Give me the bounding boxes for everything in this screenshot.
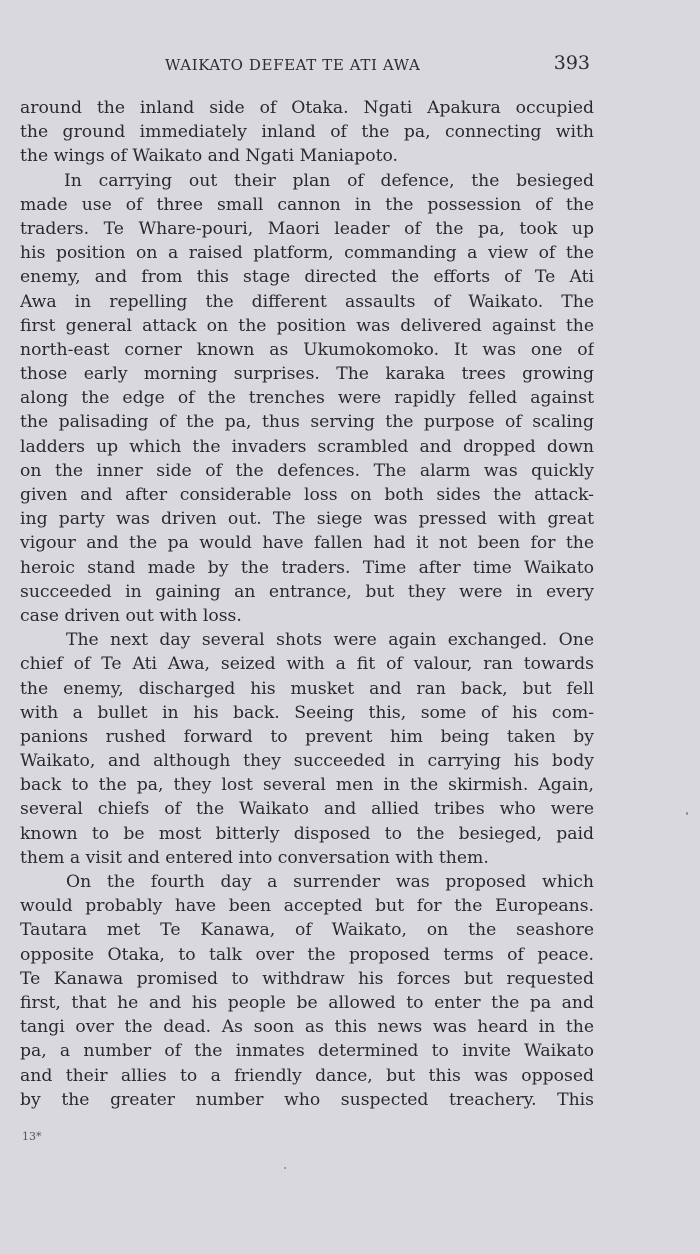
text-line: given and after considerable loss on both sides the attack- [20, 485, 594, 505]
text-line: tangi over the dead. As soon as this news was heard in the [20, 1017, 594, 1038]
paper-speck [284, 1167, 286, 1169]
text-line: Tautara met Te Kanawa, of Waikato, on the seashore [20, 920, 594, 941]
text-line: known to be most bitterly disposed to the besieged, paid [20, 823, 594, 844]
text-line: them a visit and entered into conversation with them. [20, 847, 489, 868]
body-text [20, 96, 594, 1112]
text-line: Waikato, and although they succeeded in carrying his body [20, 751, 594, 772]
text-line: vigour and the pa would have fallen had it not been for the [20, 533, 594, 554]
signature-mark: 13* [22, 1130, 42, 1143]
text-line: with a bullet in his back. Seeing this, some of his com- [20, 702, 594, 723]
text-line: several chiefs of the Waikato and allied tribes who were [20, 799, 594, 820]
text-line: enemy, and from this stage directed the efforts of Te Ati [20, 267, 594, 288]
text-line: opposite Otaka, to talk over the proposed terms of peace. [20, 944, 594, 965]
text-line: the palisading of the pa, thus serving the purpose of scaling [20, 412, 594, 433]
text-line: back to the pa, they lost several men in the skirmish. Again, [20, 775, 594, 796]
text-line: first general attack on the position was delivered against the [20, 315, 594, 336]
text-line: on the inner side of the defences. The alarm was quickly [20, 460, 594, 481]
text-line: along the edge of the trenches were rapidly felled against [20, 388, 594, 409]
text-line: and their allies to a friendly dance, but this was opposed [20, 1065, 594, 1086]
text-line: his position on a raised platform, commanding a view of the [20, 243, 594, 264]
text-line: heroic stand made by the traders. Time after time Waikato [20, 557, 594, 578]
text-line: panions rushed forward to prevent him being taken by [20, 726, 594, 747]
text-line: case driven out with loss. [20, 605, 242, 626]
text-line: On the fourth day a surrender was proposed which [66, 872, 594, 892]
text-line: succeeded in gaining an entrance, but they were in every [20, 581, 594, 602]
text-line: by the greater number who suspected treachery. This [20, 1089, 594, 1110]
text-line: the enemy, discharged his musket and ran back, but fell [20, 678, 594, 699]
text-line: ladders up which the invaders scrambled and dropped down [20, 436, 594, 457]
text-line: pa, a number of the inmates determined to invite Waikato [20, 1041, 594, 1062]
text-line: made use of three small cannon in the possession of the [20, 194, 594, 215]
running-head: WAIKATO DEFEAT TE ATI AWA [165, 56, 421, 74]
text-line: ing party was driven out. The siege was pressed with great [20, 509, 594, 530]
text-line: first, that he and his people be allowed to enter the pa and [20, 992, 594, 1013]
text-line: In carrying out their plan of defence, the besieged [64, 170, 594, 191]
text-line: the ground immediately inland of the pa, connecting with [20, 122, 594, 143]
paper-speck [686, 812, 688, 815]
text-line: Te Kanawa promised to withdraw his forces but requested [20, 968, 594, 989]
text-line: traders. Te Whare-pouri, Maori leader of the pa, took up [20, 218, 594, 239]
page-number: 393 [553, 52, 590, 74]
text-line: Awa in repelling the different assaults of Waikato. The [20, 291, 594, 312]
text-line: chief of Te Ati Awa, seized with a fit of valour, ran towards [20, 654, 594, 675]
text-line: The next day several shots were again exchanged. One [66, 630, 594, 651]
text-line: around the inland side of Otaka. Ngati Apakura occupied [20, 98, 594, 118]
text-line: the wings of Waikato and Ngati Maniapoto. [20, 146, 399, 167]
page-header [20, 52, 590, 80]
text-line: north-east corner known as Ukumokomoko. It was one of [20, 339, 594, 360]
text-line: would probably have been accepted but for the Europeans. [20, 896, 594, 917]
text-line: those early morning surprises. The karaka trees growing [20, 364, 594, 385]
